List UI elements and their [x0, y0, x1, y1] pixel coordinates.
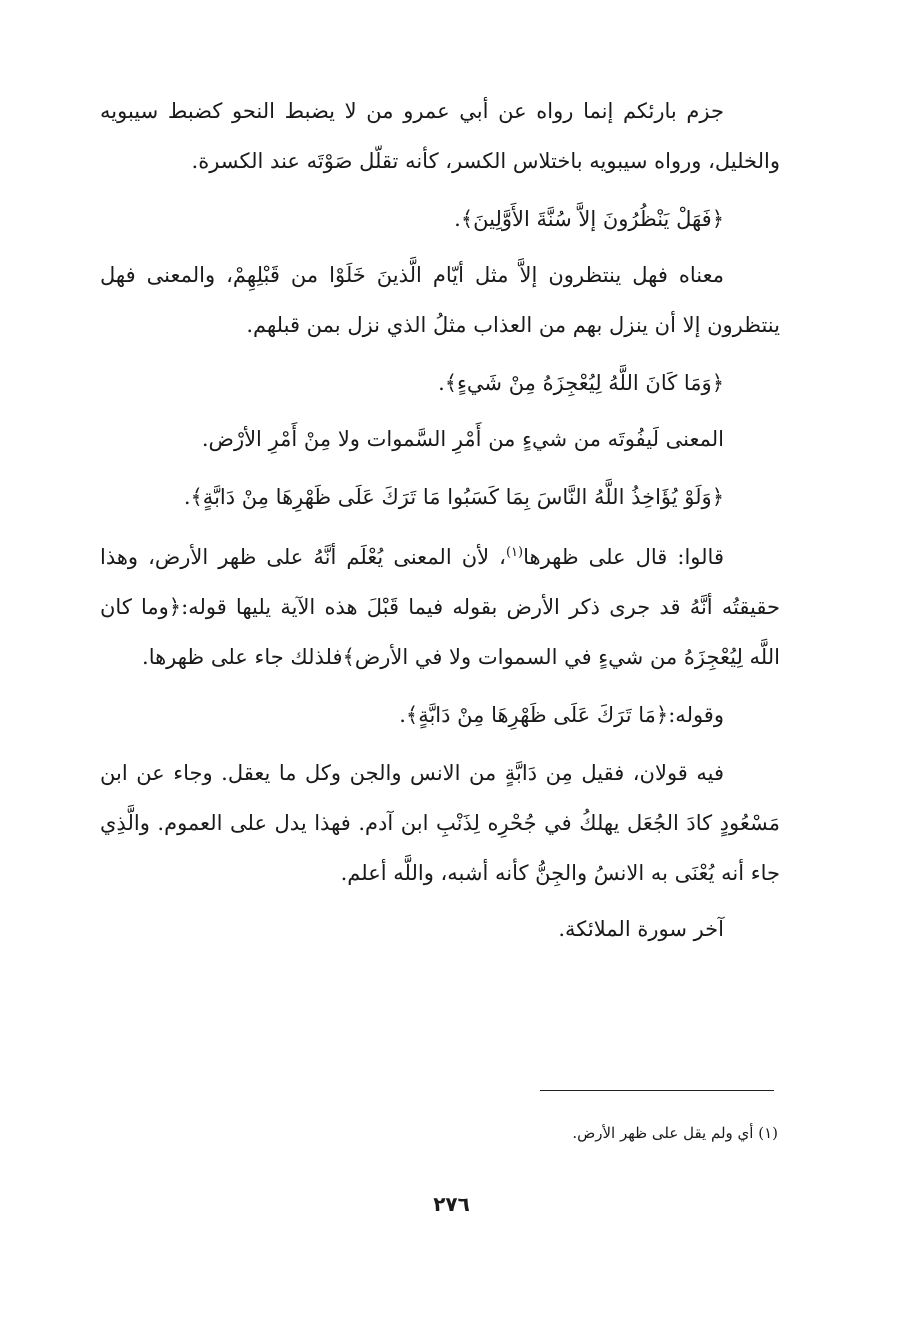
page-number: ٢٧٦ — [433, 1192, 470, 1216]
main-text-block — [100, 86, 780, 954]
quranic-verse-2: ﴿وَمَا كَانَ اللَّهُ لِيُعْجِزَهُ مِنْ شَيءٍ﴾. — [438, 371, 724, 395]
paragraph-4 — [100, 528, 780, 682]
quranic-verse-3: ﴿وَلَوْ يُؤَاخِذُ اللَّهُ النَّاسَ بِمَا كَسَبُوا مَا تَرَكَ عَلَى ظَهْرِهَا مِنْ دَابَّةٍ﴾. — [183, 485, 724, 509]
paragraph-1: جزم بارئكم إنما رواه عن أبي عمرو من لا يضبط النحو كضبط سيبويه والخليل، ورواه سيبويه باختلاس الكسر، كأنه تقلّل صَوْتَه عند الكسرة. — [100, 99, 780, 173]
paragraph-4-rest: ، لأن المعنى يُعْلَم أنَّهُ على ظهر الأرض، وهذا حقيقتُه أنَّهُ قد جرى ذكر الأرض بقوله فيما قَبْلَ هذه الآية يليها قوله:﴿وما كان اللَّه لِيُعْجِزَهُ من شيءٍ في السموات ولا في الأرض﴾فلذلك جاء على ظهرها. — [100, 545, 780, 669]
surah-closing-line: آخر سورة الملائكة. — [558, 917, 724, 941]
paragraph-5: فيه قولان، فقيل مِن دَابَّةٍ من الانس والجن وكل ما يعقل. وجاء عن ابن مَسْعُودٍ كادَ الجُعَل يهلكُ في جُحْرِه لِذَنْبِ ابن آدم. فهذا يدل على العموم. والَّذِي جاء أنه يُعْنَى به الانسُ والجِنُّ كأنه أشبه، واللَّه أعلم. — [100, 761, 780, 885]
paragraph-3: المعنى لَيفُوتَه من شيءٍ من أَمْرِ السَّموات ولا مِنْ أَمْرِ الأرْض. — [201, 427, 724, 451]
footnote-divider — [540, 1090, 774, 1091]
footnote-reference: (١) — [505, 545, 524, 560]
paragraph-2: معناه فهل ينتظرون إلاَّ مثل أيّام الَّذينَ خَلَوْا من قَبْلِهِمْ، والمعنى فهل ينتظرون إلا أن ينزل بهم من العذاب مثلُ الذي نزل بمن قبلهم. — [100, 263, 780, 337]
quranic-verse-1: ﴿فَهَلْ يَنْظُرُونَ إلاَّ سُنَّةَ الأَوَّلِينَ﴾. — [454, 207, 724, 231]
footnote: (١) أي ولم يقل على ظهر الأرض. — [572, 1124, 778, 1142]
paragraph-4-start: قالوا: قال على ظهرها — [523, 545, 724, 569]
quranic-verse-4: وقوله:﴿مَا تَرَكَ عَلَى ظَهْرِهَا مِنْ دَابَّةٍ﴾. — [399, 703, 724, 727]
